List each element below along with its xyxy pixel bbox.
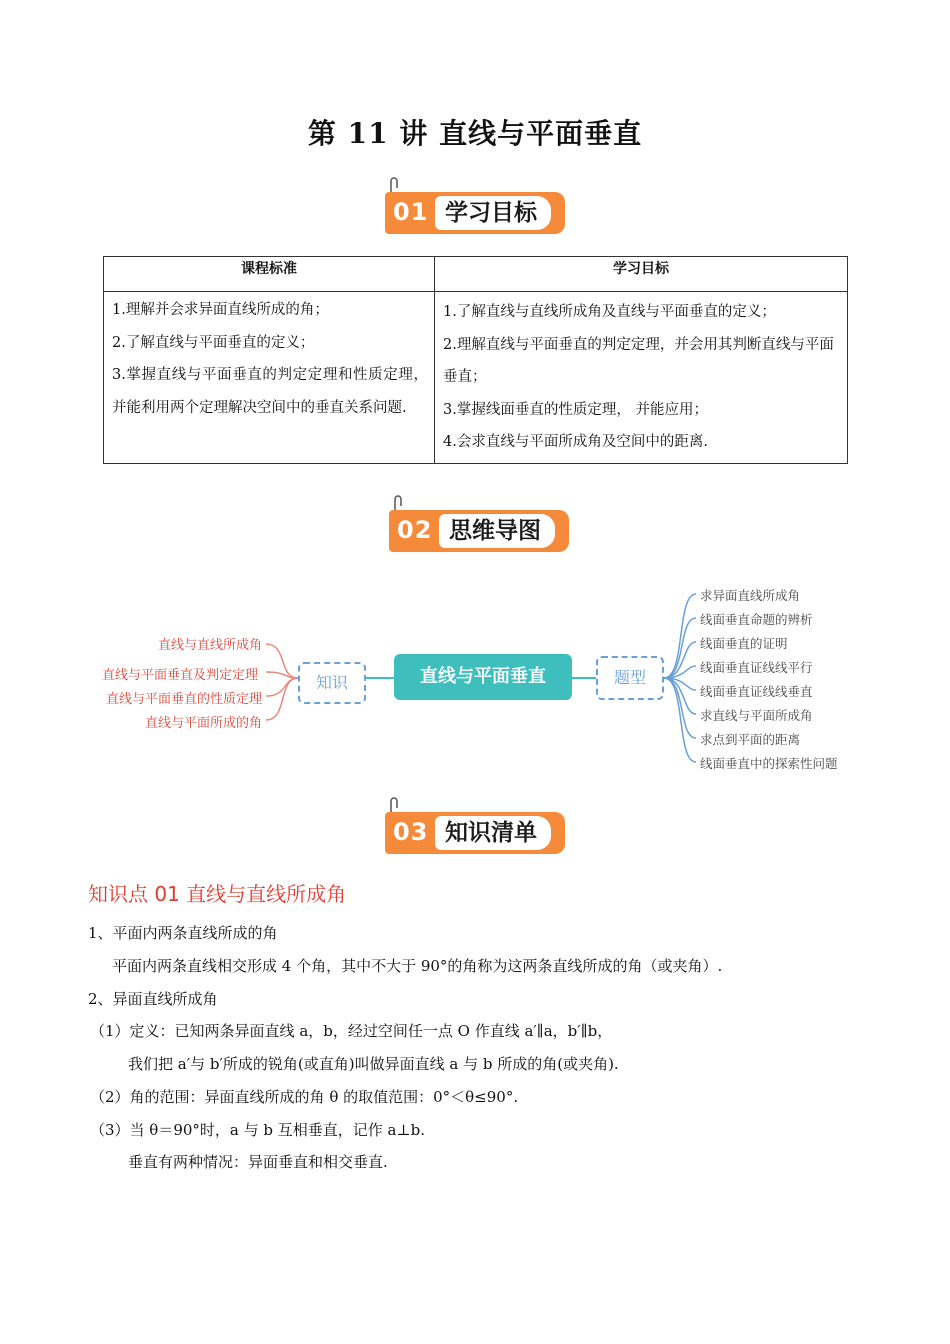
page-title: 第 11 讲 直线与平面垂直 bbox=[307, 117, 643, 150]
knowledge-point-heading: 知识点 01 直线与直线所成角 bbox=[88, 882, 347, 906]
knowledge-box: 知识 bbox=[298, 662, 366, 704]
mind-map-left-item: 直线与平面垂直及判定定理 bbox=[101, 668, 258, 683]
mind-map-center: 直线与平面垂直 bbox=[394, 654, 572, 700]
mind-map-left-item: 直线与直线所成角 bbox=[157, 638, 262, 653]
mind-map-right-item: 求点到平面的距离 bbox=[700, 732, 801, 747]
section-label: 学习目标 bbox=[435, 196, 551, 230]
mind-map-left-item: 直线与平面垂直的性质定理 bbox=[105, 692, 262, 707]
paragraph: （1）定义：已知两条异面直线 a，b，经过空间任一点 O 作直线 a′∥a，b′∥b， bbox=[90, 1022, 613, 1040]
mind-map-right-item: 线面垂直证线线平行 bbox=[700, 660, 813, 675]
goals-table bbox=[103, 256, 848, 464]
table-header: 学习目标 bbox=[435, 257, 848, 292]
mind-map-left-item: 直线与平面所成的角 bbox=[144, 716, 262, 731]
question-type-box: 题型 bbox=[596, 656, 664, 700]
course-standard-cell bbox=[104, 292, 435, 464]
list-item: 3.掌握直线与平面垂直的判定定理和性质定理，并能利用两个定理解决空间中的垂直关系问题. bbox=[112, 367, 428, 416]
mind-map-right-item: 求异面直线所成角 bbox=[700, 588, 801, 603]
mind-map-right-item: 求直线与平面所成角 bbox=[700, 708, 813, 723]
section-badge-02 bbox=[389, 506, 571, 552]
paragraph: 平面内两条直线相交形成 4 个角，其中不大于 90°的角称为这两条直线所成的角（或夹角）. bbox=[112, 957, 723, 975]
list-item: 1.了解直线与直线所成角及直线与平面垂直的定义； bbox=[443, 304, 776, 320]
list-item: 4.会求直线与平面所成角及空间中的距离. bbox=[443, 434, 708, 450]
list-item: 3.掌握线面垂直的性质定理， 并能应用； bbox=[443, 401, 708, 418]
section-label: 思维导图 bbox=[439, 514, 555, 548]
table-header: 课程标准 bbox=[104, 257, 435, 292]
section-number: 02 bbox=[397, 516, 433, 544]
paragraph: （2）角的范围：异面直线所成的角 θ 的取值范围：0°＜θ≤90°. bbox=[90, 1088, 519, 1106]
list-item: 2.理解直线与平面垂直的判定定理，并会用其判断直线与平面垂直； bbox=[443, 336, 834, 385]
list-item: 2.了解直线与平面垂直的定义； bbox=[112, 334, 315, 351]
mind-map-right-item: 线面垂直证线线垂直 bbox=[700, 684, 813, 699]
section-badge-03 bbox=[385, 808, 567, 854]
section-number: 01 bbox=[393, 198, 429, 226]
mind-map-right-item: 线面垂直的证明 bbox=[700, 636, 788, 651]
section-number: 03 bbox=[393, 818, 429, 846]
section-label: 知识清单 bbox=[435, 816, 551, 850]
section-badge-01 bbox=[385, 188, 567, 234]
paragraph: 2、异面直线所成角 bbox=[88, 990, 218, 1008]
mind-map bbox=[88, 578, 868, 778]
paragraph: 垂直有两种情况：异面垂直和相交垂直. bbox=[128, 1153, 388, 1171]
mind-map-right-item: 线面垂直中的探索性问题 bbox=[700, 756, 838, 771]
mind-map-right-item: 线面垂直命题的辨析 bbox=[700, 612, 813, 627]
learning-goal-cell bbox=[435, 292, 848, 464]
paragraph: 我们把 a′与 b′所成的锐角(或直角)叫做异面直线 a 与 b 所成的角(或夹角). bbox=[128, 1055, 619, 1073]
list-item: 1.理解并会求异面直线所成的角； bbox=[112, 302, 329, 318]
paragraph: （3）当 θ＝90°时，a 与 b 互相垂直，记作 a⊥b. bbox=[90, 1121, 425, 1139]
paragraph: 1、平面内两条直线所成的角 bbox=[88, 924, 278, 942]
